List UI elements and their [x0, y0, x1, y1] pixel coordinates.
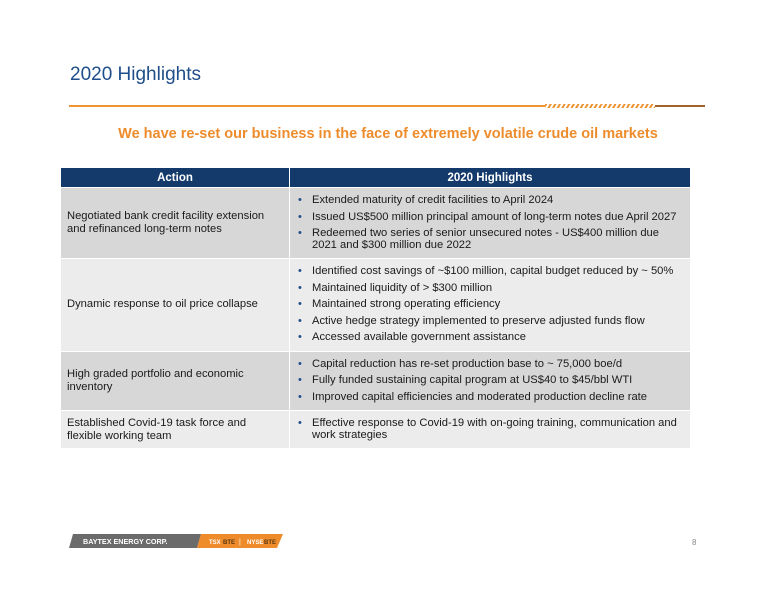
row-highlights	[290, 411, 691, 449]
table-row	[61, 259, 691, 352]
logo-company-name: BAYTEX ENERGY CORP.	[83, 537, 168, 546]
highlight-item: • Issued US$500 million principal amount of long-term notes due April 2027	[298, 212, 682, 224]
underline-tail	[655, 105, 705, 107]
row-highlights	[290, 351, 691, 411]
row-highlights	[290, 188, 691, 259]
logo-tsx-ticker: BTE	[223, 540, 235, 546]
header-highlights: 2020 Highlights	[290, 168, 691, 188]
row-action: Dynamic response to oil price collapse	[61, 259, 290, 352]
underline-hatch	[545, 104, 655, 108]
highlight-list	[298, 418, 682, 441]
highlight-item: • Fully funded sustaining capital program at US$40 to $45/bbl WTI	[298, 375, 682, 387]
slide-subtitle: We have re-set our business in the face of extremely volatile crude oil markets	[118, 126, 658, 142]
row-action: Negotiated bank credit facility extension and refinanced long-term notes	[61, 188, 290, 259]
underline-solid	[69, 105, 545, 107]
table-row	[61, 411, 691, 449]
table-row	[61, 188, 691, 259]
title-underline	[69, 105, 705, 107]
logo-banner-graphic	[69, 534, 283, 548]
logo-separator: |	[239, 539, 241, 546]
logo-nyse-prefix: NYSE	[247, 540, 264, 546]
row-action: Established Covid-19 task force and flexible working team	[61, 411, 290, 449]
highlight-list	[298, 195, 682, 251]
highlight-item: • Accessed available government assistance	[298, 332, 682, 344]
highlight-item: • Extended maturity of credit facilities to April 2024	[298, 195, 682, 207]
highlight-item: • Improved capital efficiencies and moderated production decline rate	[298, 392, 682, 404]
highlight-item: • Effective response to Covid-19 with on-going training, communication and work strategies	[298, 418, 682, 441]
row-highlights	[290, 259, 691, 352]
highlight-item: • Maintained strong operating efficiency	[298, 299, 682, 311]
baytex-logo	[69, 534, 283, 548]
highlight-item: • Maintained liquidity of > $300 million	[298, 283, 682, 295]
highlight-item: • Capital reduction has re-set production base to ~ 75,000 boe/d	[298, 359, 682, 371]
highlights-table	[60, 167, 691, 449]
highlight-list	[298, 359, 682, 404]
logo-tsx-prefix: TSX	[209, 540, 221, 546]
highlight-list	[298, 266, 682, 344]
highlight-item: • Active hedge strategy implemented to preserve adjusted funds flow	[298, 316, 682, 328]
slide-title: 2020 Highlights	[70, 64, 201, 85]
logo-nyse-ticker: BTE	[264, 540, 276, 546]
table-header-row	[61, 168, 691, 188]
highlight-item: • Redeemed two series of senior unsecured notes - US$400 million due 2021 and $300 million due 2022	[298, 228, 682, 251]
highlight-item: • Identified cost savings of ~$100 million, capital budget reduced by ~ 50%	[298, 266, 682, 278]
table-row	[61, 351, 691, 411]
header-action: Action	[61, 168, 290, 188]
page-number: 8	[692, 538, 697, 547]
row-action: High graded portfolio and economic inventory	[61, 351, 290, 411]
